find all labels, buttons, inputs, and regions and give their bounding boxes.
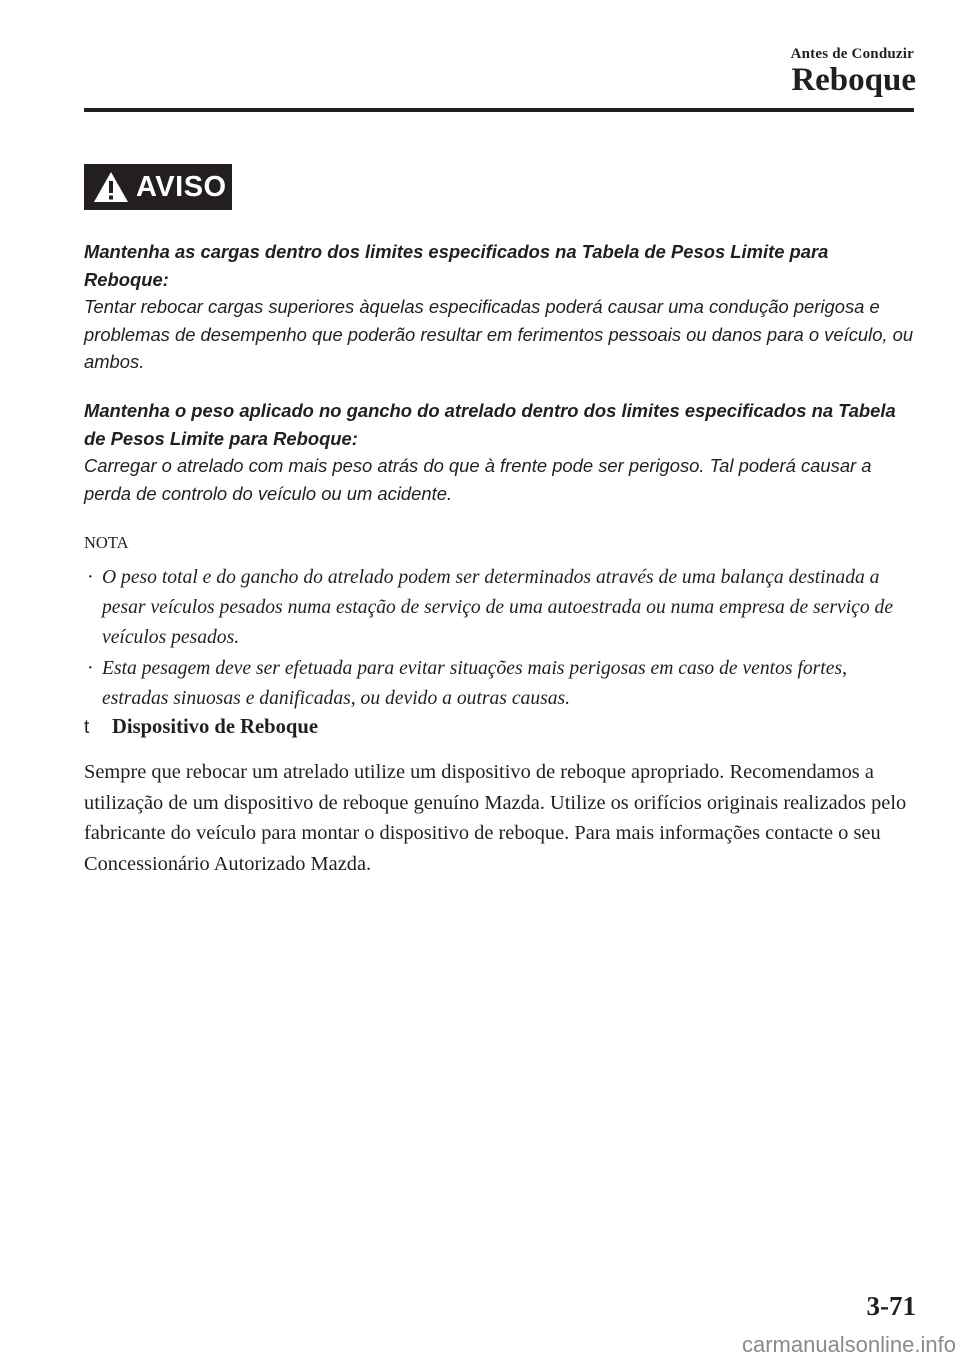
note-list bbox=[84, 563, 916, 714]
warning-triangle-icon bbox=[92, 170, 130, 204]
warning-badge bbox=[84, 164, 232, 210]
note-item-text: Esta pesagem deve ser efetuada para evitar situações mais perigosas em caso de ventos fortes, estradas sinuosas e danificadas, ou devido a outras causas. bbox=[102, 657, 847, 709]
section-bullet-icon: t bbox=[84, 716, 90, 738]
bullet-dot-icon: · bbox=[87, 657, 94, 679]
warning-item bbox=[84, 238, 916, 376]
section-heading bbox=[84, 716, 318, 739]
page-number: 3-71 bbox=[866, 1291, 916, 1321]
note-item bbox=[84, 654, 916, 714]
section-body: Sempre que rebocar um atrelado utilize um dispositivo de reboque apropriado. Recomendamos a utilização de um dispositivo de reboque genuíno Mazda. Utilize os orifícios originais realizados pelo fabricante do veículo para montar o dispositivo de reboque. Para mais informações contacte o seu Concessionário Autorizado Mazda. bbox=[84, 761, 907, 875]
note-item-text: O peso total e do gancho do atrelado podem ser determinados através de uma balança destinada a pesar veículos pesados numa estação de serviço de uma autoestrada ou numa empresa de serviço de veículos pesados. bbox=[102, 567, 894, 649]
note-label: NOTA bbox=[84, 533, 129, 552]
page-title: Reboque bbox=[791, 62, 916, 98]
warning-item bbox=[84, 397, 916, 507]
header-section-title: Antes de Conduzir bbox=[790, 46, 914, 62]
section-heading-text: Dispositivo de Reboque bbox=[112, 716, 318, 738]
bullet-dot-icon: · bbox=[87, 567, 94, 588]
note-item bbox=[84, 563, 916, 654]
warning-heading: Mantenha o peso aplicado no gancho do atrelado dentro dos limites especificados na Tabela de Pesos Limite para Reboque: bbox=[84, 400, 896, 449]
warning-heading: Mantenha as cargas dentro dos limites especificados na Tabela de Pesos Limite para Reboque: bbox=[84, 241, 829, 290]
watermark: carmanualsonline.info bbox=[741, 1332, 956, 1357]
header-divider bbox=[84, 108, 914, 112]
warning-text: Carregar o atrelado com mais peso atrás do que à frente pode ser perigoso. Tal poderá causar a perda de controlo do veículo ou um acidente. bbox=[84, 455, 872, 504]
warning-label: AVISO bbox=[136, 170, 227, 203]
warning-text: Tentar rebocar cargas superiores àquelas especificadas poderá causar uma condução perigosa e problemas de desempenho que poderão resultar em ferimentos pessoais ou danos para o veículo, ou ambos. bbox=[84, 296, 914, 372]
